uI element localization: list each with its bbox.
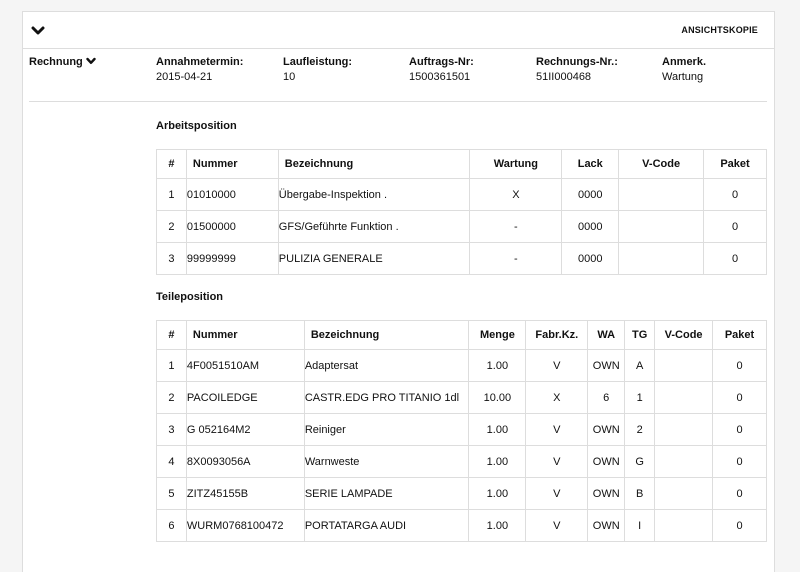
cell-wa: OWN [588,510,625,542]
cell-tg: B [625,478,655,510]
column-header: Wartung [470,150,562,179]
cell-nummer: 8X0093056A [186,446,304,478]
cell-paket: 0 [704,211,767,243]
meta-value: 10 [283,71,296,83]
cell-paket: 0 [713,382,767,414]
table-row [157,211,767,243]
cell-index: 1 [157,350,187,382]
table-row [157,243,767,275]
column-header: Bezeichnung [278,150,470,179]
table-row [157,414,767,446]
meta-annahmetermin [156,56,243,83]
cell-fabrkz: V [526,446,588,478]
cell-wa: OWN [588,478,625,510]
column-header: # [157,321,187,350]
collapse-chevron-icon[interactable] [31,24,45,36]
divider [29,101,767,102]
meta-laufleistung [283,56,352,83]
table-row [157,510,767,542]
cell-menge: 1.00 [469,446,526,478]
meta-label: Anmerk. [662,56,707,68]
cell-wa: OWN [588,446,625,478]
column-header: V-Code [619,150,704,179]
cell-paket: 0 [713,414,767,446]
column-header: Nummer [186,150,278,179]
meta-value: 1500361501 [409,71,471,83]
cell-index: 2 [157,382,187,414]
table-header-row [157,150,767,179]
cell-vcode [655,510,713,542]
invoice-card [22,11,775,572]
cell-wa: OWN [588,350,625,382]
cell-vcode [619,211,704,243]
cell-index: 2 [157,211,187,243]
cell-index: 3 [157,414,187,446]
cell-vcode [619,179,704,211]
cell-menge: 1.00 [469,510,526,542]
meta-rechnungs-nr [536,56,618,83]
cell-nummer: 01010000 [186,179,278,211]
cell-vcode [619,243,704,275]
cell-fabrkz: V [526,510,588,542]
column-header: TG [625,321,655,350]
column-header: Nummer [186,321,304,350]
cell-index: 4 [157,446,187,478]
cell-vcode [655,382,713,414]
cell-fabrkz: V [526,414,588,446]
cell-vcode [655,414,713,446]
arbeitsposition-table [156,149,767,275]
cell-paket: 0 [704,243,767,275]
cell-wa: 6 [588,382,625,414]
cell-wartung: X [470,179,562,211]
cell-nummer: G 052164M2 [186,414,304,446]
cell-wartung: - [470,211,562,243]
cell-nummer: PACOILEDGE [186,382,304,414]
table-row [157,478,767,510]
cell-index: 1 [157,179,187,211]
cell-fabrkz: V [526,478,588,510]
cell-menge: 1.00 [469,478,526,510]
cell-lack: 0000 [562,179,619,211]
cell-bezeichnung: PULIZIA GENERALE [278,243,470,275]
table-row [157,179,767,211]
cell-nummer: WURM0768100472 [186,510,304,542]
column-header: V-Code [655,321,713,350]
column-header: Lack [562,150,619,179]
teileposition-heading: Teileposition [156,291,224,303]
table-row [157,446,767,478]
invoice-section-toggle[interactable] [29,56,96,68]
meta-label: Laufleistung: [283,56,353,68]
cell-wartung: - [470,243,562,275]
cell-index: 6 [157,510,187,542]
meta-value: Wartung [662,71,704,83]
cell-paket: 0 [713,350,767,382]
column-header: Menge [469,321,526,350]
column-header: Bezeichnung [304,321,469,350]
top-bar [23,12,774,49]
cell-menge: 1.00 [469,350,526,382]
cell-paket: 0 [713,510,767,542]
column-header: WA [588,321,625,350]
table-header-row [157,321,767,350]
cell-paket: 0 [713,478,767,510]
cell-nummer: ZITZ45155B [186,478,304,510]
meta-label: Rechnungs-Nr.: [536,56,618,68]
cell-bezeichnung: Adaptersat [304,350,469,382]
cell-menge: 10.00 [469,382,526,414]
cell-tg: 1 [625,382,655,414]
cell-nummer: 01500000 [186,211,278,243]
table-row [157,350,767,382]
cell-fabrkz: V [526,350,588,382]
cell-nummer: 4F0051510AM [186,350,304,382]
meta-anmerkung [662,56,706,83]
meta-auftrags-nr [409,56,474,83]
column-header: # [157,150,187,179]
cell-vcode [655,478,713,510]
cell-bezeichnung: CASTR.EDG PRO TITANIO 1dl [304,382,469,414]
cell-index: 3 [157,243,187,275]
cell-bezeichnung: PORTATARGA AUDI [304,510,469,542]
cell-wa: OWN [588,414,625,446]
invoice-section-label: Rechnung [29,56,83,68]
cell-nummer: 99999999 [186,243,278,275]
cell-menge: 1.00 [469,414,526,446]
cell-vcode [655,446,713,478]
cell-lack: 0000 [562,243,619,275]
arbeitsposition-heading: Arbeitsposition [156,120,237,132]
cell-fabrkz: X [526,382,588,414]
cell-vcode [655,350,713,382]
cell-lack: 0000 [562,211,619,243]
column-header: Paket [713,321,767,350]
cell-index: 5 [157,478,187,510]
cell-tg: G [625,446,655,478]
cell-bezeichnung: SERIE LAMPADE [304,478,469,510]
chevron-down-icon [86,57,96,66]
cell-tg: A [625,350,655,382]
cell-bezeichnung: Reiniger [304,414,469,446]
meta-value: 2015-04-21 [156,71,213,83]
cell-tg: I [625,510,655,542]
cell-paket: 0 [704,179,767,211]
column-header: Fabr.Kz. [526,321,588,350]
meta-label: Annahmetermin: [156,56,244,68]
table-row [157,382,767,414]
meta-value: 51II000468 [536,71,592,83]
cell-bezeichnung: Warnweste [304,446,469,478]
cell-bezeichnung: Übergabe-Inspektion . [278,179,470,211]
cell-paket: 0 [713,446,767,478]
teileposition-table [156,320,767,542]
cell-bezeichnung: GFS/Geführte Funktion . [278,211,470,243]
cell-tg: 2 [625,414,655,446]
column-header: Paket [704,150,767,179]
view-copy-link[interactable]: ANSICHTSKOPIE [681,25,758,35]
meta-label: Auftrags-Nr: [409,56,474,68]
